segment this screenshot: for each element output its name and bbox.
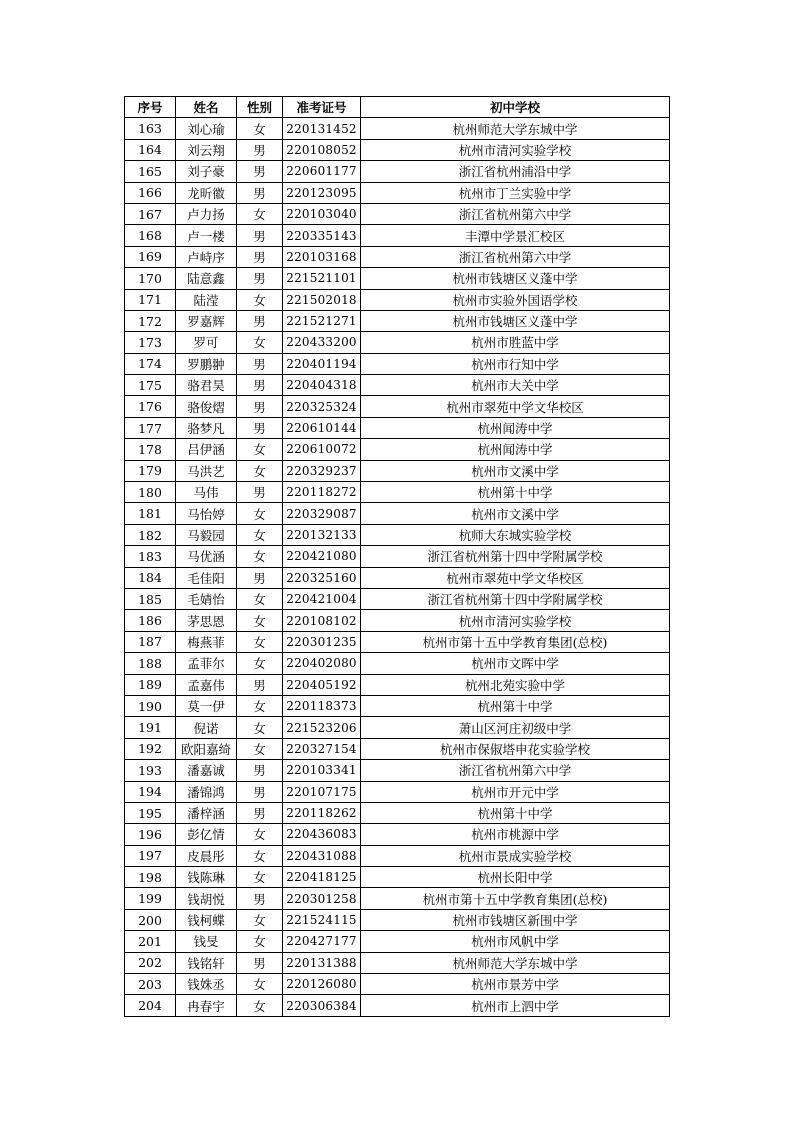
cell-serial: 174 xyxy=(125,353,176,374)
cell-name: 卢一楼 xyxy=(176,225,237,246)
cell-name: 骆君昊 xyxy=(176,375,237,396)
cell-exam-id: 221521101 xyxy=(283,268,361,289)
cell-gender: 男 xyxy=(237,396,283,417)
cell-name: 陆滢 xyxy=(176,289,237,310)
cell-exam-id: 220427177 xyxy=(283,931,361,952)
cell-exam-id: 220601177 xyxy=(283,161,361,182)
cell-exam-id: 220421080 xyxy=(283,546,361,567)
cell-exam-id: 220103168 xyxy=(283,246,361,267)
cell-school: 杭州市第十五中学教育集团(总校) xyxy=(361,631,670,652)
cell-gender: 男 xyxy=(237,417,283,438)
cell-school: 杭州市行知中学 xyxy=(361,353,670,374)
cell-school: 杭州北苑实验中学 xyxy=(361,674,670,695)
admission-roster-table xyxy=(124,96,670,1017)
cell-name: 马洪艺 xyxy=(176,460,237,481)
cell-school: 浙江省杭州第六中学 xyxy=(361,203,670,224)
cell-name: 钱陈琳 xyxy=(176,867,237,888)
cell-name: 马毅园 xyxy=(176,524,237,545)
cell-exam-id: 220610144 xyxy=(283,417,361,438)
cell-exam-id: 220325324 xyxy=(283,396,361,417)
cell-name: 卢力扬 xyxy=(176,203,237,224)
cell-school: 杭州师范大学东城中学 xyxy=(361,118,670,139)
header-gender: 性别 xyxy=(237,97,283,118)
cell-gender: 女 xyxy=(237,931,283,952)
cell-exam-id: 221521271 xyxy=(283,310,361,331)
table-row xyxy=(125,439,670,460)
cell-gender: 男 xyxy=(237,781,283,802)
cell-serial: 178 xyxy=(125,439,176,460)
cell-name: 孟菲尔 xyxy=(176,653,237,674)
cell-school: 浙江省杭州第六中学 xyxy=(361,246,670,267)
table-row xyxy=(125,118,670,139)
cell-exam-id: 220301258 xyxy=(283,888,361,909)
table-row xyxy=(125,182,670,203)
table-row xyxy=(125,268,670,289)
cell-gender: 男 xyxy=(237,268,283,289)
table-row xyxy=(125,225,670,246)
cell-gender: 女 xyxy=(237,717,283,738)
table-row xyxy=(125,845,670,866)
table-row xyxy=(125,460,670,481)
table-row xyxy=(125,375,670,396)
cell-name: 刘子豪 xyxy=(176,161,237,182)
cell-gender: 女 xyxy=(237,546,283,567)
cell-gender: 女 xyxy=(237,460,283,481)
cell-exam-id: 220431088 xyxy=(283,845,361,866)
cell-gender: 女 xyxy=(237,503,283,524)
table-row xyxy=(125,781,670,802)
table-row xyxy=(125,139,670,160)
cell-serial: 168 xyxy=(125,225,176,246)
cell-exam-id: 220103040 xyxy=(283,203,361,224)
cell-name: 钱旻 xyxy=(176,931,237,952)
table-row xyxy=(125,909,670,930)
cell-name: 刘心瑜 xyxy=(176,118,237,139)
cell-exam-id: 220131452 xyxy=(283,118,361,139)
cell-school: 杭州市景成实验学校 xyxy=(361,845,670,866)
cell-school: 杭州市清河实验学校 xyxy=(361,610,670,631)
cell-school: 杭州市钱塘区义蓬中学 xyxy=(361,310,670,331)
cell-name: 梅燕菲 xyxy=(176,631,237,652)
cell-serial: 200 xyxy=(125,909,176,930)
cell-serial: 176 xyxy=(125,396,176,417)
cell-gender: 男 xyxy=(237,952,283,973)
cell-exam-id: 220108052 xyxy=(283,139,361,160)
cell-school: 杭州市钱塘区新围中学 xyxy=(361,909,670,930)
cell-exam-id: 220131388 xyxy=(283,952,361,973)
cell-exam-id: 220126080 xyxy=(283,974,361,995)
cell-name: 潘梓涵 xyxy=(176,802,237,823)
table-row xyxy=(125,203,670,224)
cell-exam-id: 220327154 xyxy=(283,738,361,759)
cell-gender: 女 xyxy=(237,845,283,866)
cell-school: 杭州市钱塘区义蓬中学 xyxy=(361,268,670,289)
cell-name: 孟嘉伟 xyxy=(176,674,237,695)
cell-name: 龙昕徽 xyxy=(176,182,237,203)
cell-exam-id: 220329237 xyxy=(283,460,361,481)
cell-school: 浙江省杭州第十四中学附属学校 xyxy=(361,588,670,609)
cell-exam-id: 220401194 xyxy=(283,353,361,374)
cell-name: 马怡婷 xyxy=(176,503,237,524)
cell-gender: 女 xyxy=(237,974,283,995)
cell-name: 莫一伊 xyxy=(176,695,237,716)
cell-serial: 184 xyxy=(125,567,176,588)
cell-serial: 201 xyxy=(125,931,176,952)
cell-exam-id: 221524115 xyxy=(283,909,361,930)
cell-name: 骆梦凡 xyxy=(176,417,237,438)
cell-serial: 163 xyxy=(125,118,176,139)
cell-name: 吕伊涵 xyxy=(176,439,237,460)
cell-school: 浙江省杭州第十四中学附属学校 xyxy=(361,546,670,567)
cell-school: 杭州师范大学东城中学 xyxy=(361,952,670,973)
cell-gender: 男 xyxy=(237,310,283,331)
cell-exam-id: 220306384 xyxy=(283,995,361,1016)
cell-serial: 182 xyxy=(125,524,176,545)
table-row xyxy=(125,888,670,909)
cell-school: 杭州第十中学 xyxy=(361,695,670,716)
cell-serial: 175 xyxy=(125,375,176,396)
cell-gender: 女 xyxy=(237,631,283,652)
cell-exam-id: 220404318 xyxy=(283,375,361,396)
cell-gender: 男 xyxy=(237,161,283,182)
cell-serial: 190 xyxy=(125,695,176,716)
cell-exam-id: 220108102 xyxy=(283,610,361,631)
cell-name: 罗嘉辉 xyxy=(176,310,237,331)
cell-gender: 男 xyxy=(237,888,283,909)
cell-name: 罗可 xyxy=(176,332,237,353)
cell-gender: 女 xyxy=(237,867,283,888)
table-row xyxy=(125,396,670,417)
cell-exam-id: 221523206 xyxy=(283,717,361,738)
header-serial: 序号 xyxy=(125,97,176,118)
cell-school: 杭州市实验外国语学校 xyxy=(361,289,670,310)
table-row xyxy=(125,995,670,1016)
cell-serial: 198 xyxy=(125,867,176,888)
cell-gender: 女 xyxy=(237,738,283,759)
cell-name: 毛佳阳 xyxy=(176,567,237,588)
cell-gender: 男 xyxy=(237,674,283,695)
cell-exam-id: 220433200 xyxy=(283,332,361,353)
cell-school: 杭州闻涛中学 xyxy=(361,417,670,438)
cell-school: 杭州市清河实验学校 xyxy=(361,139,670,160)
cell-gender: 男 xyxy=(237,139,283,160)
cell-school: 杭州市翠苑中学文华校区 xyxy=(361,396,670,417)
table-row xyxy=(125,760,670,781)
cell-serial: 202 xyxy=(125,952,176,973)
cell-name: 卢峙序 xyxy=(176,246,237,267)
cell-exam-id: 220301235 xyxy=(283,631,361,652)
cell-gender: 女 xyxy=(237,203,283,224)
cell-exam-id: 220436083 xyxy=(283,824,361,845)
cell-gender: 女 xyxy=(237,610,283,631)
cell-school: 杭州市丁兰实验中学 xyxy=(361,182,670,203)
cell-school: 杭州市开元中学 xyxy=(361,781,670,802)
cell-name: 冉春宇 xyxy=(176,995,237,1016)
cell-serial: 171 xyxy=(125,289,176,310)
cell-gender: 男 xyxy=(237,375,283,396)
cell-name: 倪诺 xyxy=(176,717,237,738)
table-row xyxy=(125,824,670,845)
table-row xyxy=(125,674,670,695)
table-row xyxy=(125,738,670,759)
cell-name: 马优涵 xyxy=(176,546,237,567)
cell-school: 杭州长阳中学 xyxy=(361,867,670,888)
cell-serial: 192 xyxy=(125,738,176,759)
table-row xyxy=(125,931,670,952)
cell-gender: 男 xyxy=(237,760,283,781)
cell-school: 杭州市第十五中学教育集团(总校) xyxy=(361,888,670,909)
cell-exam-id: 220132133 xyxy=(283,524,361,545)
cell-school: 杭州市文溪中学 xyxy=(361,460,670,481)
cell-school: 杭州市大关中学 xyxy=(361,375,670,396)
cell-school: 杭师大东城实验学校 xyxy=(361,524,670,545)
cell-gender: 女 xyxy=(237,289,283,310)
table-row xyxy=(125,503,670,524)
cell-name: 刘云翔 xyxy=(176,139,237,160)
cell-exam-id: 220103341 xyxy=(283,760,361,781)
cell-serial: 164 xyxy=(125,139,176,160)
cell-serial: 195 xyxy=(125,802,176,823)
cell-gender: 女 xyxy=(237,695,283,716)
cell-serial: 188 xyxy=(125,653,176,674)
header-school: 初中学校 xyxy=(361,97,670,118)
cell-serial: 173 xyxy=(125,332,176,353)
cell-name: 潘锦鸿 xyxy=(176,781,237,802)
cell-name: 潘嘉诚 xyxy=(176,760,237,781)
cell-exam-id: 220402080 xyxy=(283,653,361,674)
cell-gender: 女 xyxy=(237,524,283,545)
cell-gender: 男 xyxy=(237,225,283,246)
table-row xyxy=(125,802,670,823)
cell-serial: 189 xyxy=(125,674,176,695)
cell-school: 杭州市文晖中学 xyxy=(361,653,670,674)
cell-serial: 194 xyxy=(125,781,176,802)
table-row xyxy=(125,417,670,438)
cell-school: 杭州第十中学 xyxy=(361,802,670,823)
header-name: 姓名 xyxy=(176,97,237,118)
cell-exam-id: 220325160 xyxy=(283,567,361,588)
table-header-row xyxy=(125,97,670,118)
cell-school: 浙江省杭州浦沿中学 xyxy=(361,161,670,182)
cell-serial: 204 xyxy=(125,995,176,1016)
cell-gender: 女 xyxy=(237,995,283,1016)
table-row xyxy=(125,952,670,973)
table-row xyxy=(125,482,670,503)
cell-gender: 男 xyxy=(237,182,283,203)
cell-serial: 185 xyxy=(125,588,176,609)
cell-serial: 187 xyxy=(125,631,176,652)
cell-serial: 196 xyxy=(125,824,176,845)
cell-name: 陆意鑫 xyxy=(176,268,237,289)
cell-school: 杭州市上泗中学 xyxy=(361,995,670,1016)
table-body xyxy=(125,118,670,1016)
cell-exam-id: 220118373 xyxy=(283,695,361,716)
cell-name: 欧阳嘉绮 xyxy=(176,738,237,759)
table-row xyxy=(125,567,670,588)
cell-serial: 172 xyxy=(125,310,176,331)
cell-serial: 181 xyxy=(125,503,176,524)
cell-name: 罗鹏翀 xyxy=(176,353,237,374)
cell-school: 丰潭中学景汇校区 xyxy=(361,225,670,246)
cell-school: 杭州市胜蓝中学 xyxy=(361,332,670,353)
cell-serial: 165 xyxy=(125,161,176,182)
table-row xyxy=(125,695,670,716)
cell-gender: 男 xyxy=(237,246,283,267)
table-row xyxy=(125,588,670,609)
cell-exam-id: 220421004 xyxy=(283,588,361,609)
cell-serial: 197 xyxy=(125,845,176,866)
cell-gender: 男 xyxy=(237,567,283,588)
cell-name: 马伟 xyxy=(176,482,237,503)
cell-serial: 170 xyxy=(125,268,176,289)
cell-serial: 180 xyxy=(125,482,176,503)
cell-serial: 203 xyxy=(125,974,176,995)
cell-exam-id: 220118262 xyxy=(283,802,361,823)
cell-name: 彭亿情 xyxy=(176,824,237,845)
cell-school: 杭州市保俶塔申花实验学校 xyxy=(361,738,670,759)
table-row xyxy=(125,610,670,631)
table-row xyxy=(125,867,670,888)
table-row xyxy=(125,310,670,331)
cell-gender: 男 xyxy=(237,802,283,823)
cell-name: 茅思恩 xyxy=(176,610,237,631)
cell-name: 皮晨彤 xyxy=(176,845,237,866)
cell-serial: 177 xyxy=(125,417,176,438)
table-row xyxy=(125,353,670,374)
cell-gender: 女 xyxy=(237,439,283,460)
cell-school: 杭州市景芳中学 xyxy=(361,974,670,995)
cell-gender: 女 xyxy=(237,332,283,353)
cell-exam-id: 220118272 xyxy=(283,482,361,503)
cell-serial: 193 xyxy=(125,760,176,781)
table-row xyxy=(125,524,670,545)
cell-school: 杭州市桃源中学 xyxy=(361,824,670,845)
cell-school: 萧山区河庄初级中学 xyxy=(361,717,670,738)
cell-name: 钱柯蝶 xyxy=(176,909,237,930)
cell-exam-id: 220107175 xyxy=(283,781,361,802)
table-row xyxy=(125,161,670,182)
cell-name: 钱姝丞 xyxy=(176,974,237,995)
table-row xyxy=(125,246,670,267)
cell-school: 杭州闻涛中学 xyxy=(361,439,670,460)
cell-name: 毛婧怡 xyxy=(176,588,237,609)
cell-exam-id: 220329087 xyxy=(283,503,361,524)
header-exam-id: 准考证号 xyxy=(283,97,361,118)
cell-serial: 179 xyxy=(125,460,176,481)
table-row xyxy=(125,546,670,567)
cell-exam-id: 220335143 xyxy=(283,225,361,246)
cell-serial: 186 xyxy=(125,610,176,631)
cell-serial: 199 xyxy=(125,888,176,909)
cell-school: 杭州市文溪中学 xyxy=(361,503,670,524)
table-row xyxy=(125,332,670,353)
cell-name: 骆俊熠 xyxy=(176,396,237,417)
cell-exam-id: 220610072 xyxy=(283,439,361,460)
cell-exam-id: 220418125 xyxy=(283,867,361,888)
cell-school: 杭州第十中学 xyxy=(361,482,670,503)
table-row xyxy=(125,289,670,310)
cell-school: 浙江省杭州第六中学 xyxy=(361,760,670,781)
cell-gender: 女 xyxy=(237,909,283,930)
cell-exam-id: 220123095 xyxy=(283,182,361,203)
cell-gender: 男 xyxy=(237,482,283,503)
cell-gender: 女 xyxy=(237,824,283,845)
cell-exam-id: 220405192 xyxy=(283,674,361,695)
cell-gender: 女 xyxy=(237,588,283,609)
table-row xyxy=(125,717,670,738)
table-row xyxy=(125,653,670,674)
table-row xyxy=(125,974,670,995)
cell-name: 钱胡悦 xyxy=(176,888,237,909)
cell-serial: 166 xyxy=(125,182,176,203)
cell-serial: 183 xyxy=(125,546,176,567)
cell-serial: 169 xyxy=(125,246,176,267)
cell-school: 杭州市翠苑中学文华校区 xyxy=(361,567,670,588)
cell-serial: 167 xyxy=(125,203,176,224)
cell-gender: 女 xyxy=(237,653,283,674)
cell-serial: 191 xyxy=(125,717,176,738)
cell-name: 钱铭轩 xyxy=(176,952,237,973)
cell-gender: 女 xyxy=(237,118,283,139)
cell-school: 杭州市风帆中学 xyxy=(361,931,670,952)
cell-gender: 男 xyxy=(237,353,283,374)
cell-exam-id: 221502018 xyxy=(283,289,361,310)
table-row xyxy=(125,631,670,652)
